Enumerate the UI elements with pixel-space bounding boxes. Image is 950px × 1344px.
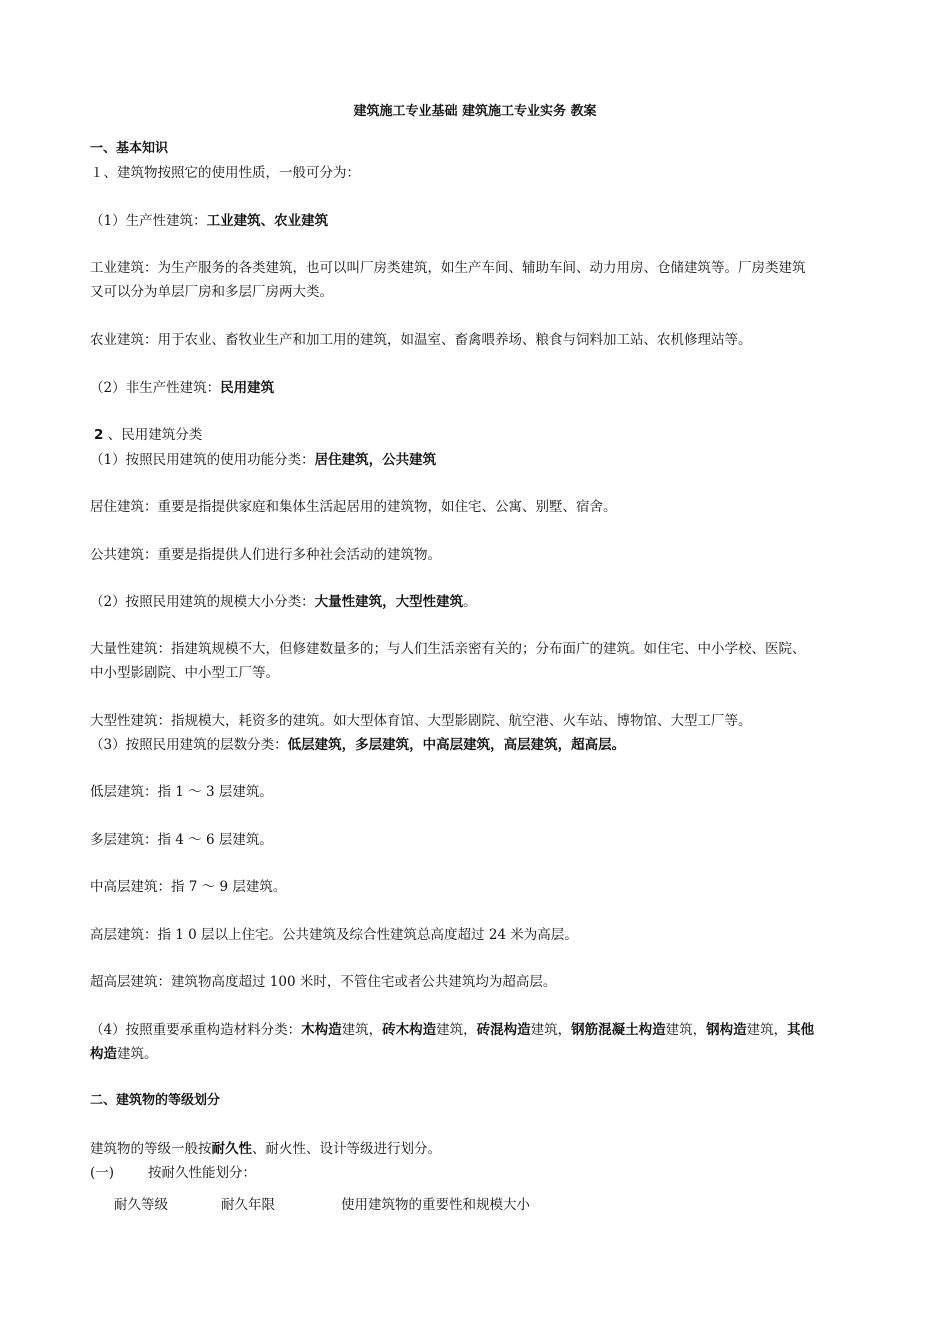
text-run: 按耐久性能划分： xyxy=(148,1165,256,1181)
bold-text: 钢构造 xyxy=(706,1022,747,1038)
bold-text: 低层建筑，多层建筑，中高层建筑，高层建筑，超高层。 xyxy=(287,737,626,753)
text-run: 建筑， xyxy=(530,1022,572,1038)
bold-text: 耐久性 xyxy=(211,1141,252,1157)
table-header-cell: 使用建筑物的重要性和规模大小 xyxy=(341,1197,530,1213)
text-run: 建筑， xyxy=(341,1022,383,1038)
bold-text: 砖混构造 xyxy=(476,1022,531,1038)
section-heading-basic-knowledge: 一、基本知识 xyxy=(90,141,169,156)
paragraph: 大型性建筑：指规模大，耗资多的建筑。如大型体育馆、大型影剧院、航空港、火车站、博物馆、大型工厂等。 xyxy=(90,713,752,729)
text-run: 。 xyxy=(463,594,477,610)
bold-text: 其他 xyxy=(787,1022,815,1038)
text-run: （4）按照重要承重构造材料分类： xyxy=(90,1022,302,1038)
paragraph: 工业建筑：为生产服务的各类建筑，也可以叫厂房类建筑，如生产车间、辅助车间、动力用房、仓储建筑等。厂房类建筑 xyxy=(90,260,806,276)
paragraph: 又可以分为单层厂房和多层厂房两大类。 xyxy=(90,284,333,300)
paragraph: １、建筑物按照它的使用性质，一般可分为： xyxy=(90,165,360,181)
paragraph: 中小型影剧院、中小型工厂等。 xyxy=(90,665,279,681)
paragraph: 居住建筑：重要是指提供家庭和集体生活起居用的建筑物，如住宅、公寓、别墅、宿舍。 xyxy=(90,499,617,515)
paragraph xyxy=(90,1020,814,1040)
paragraph xyxy=(90,378,274,398)
paragraph: 低层建筑：指 1 ～ 3 层建筑。 xyxy=(90,784,273,800)
list-number: (一) xyxy=(90,1165,115,1181)
text-run: 建筑， xyxy=(665,1022,707,1038)
paragraph xyxy=(90,1163,256,1183)
text-run: （2）按照民用建筑的规模大小分类： xyxy=(90,594,315,610)
bold-text: 民用建筑 xyxy=(220,380,275,396)
bold-text: 居住建筑，公共建筑 xyxy=(314,452,437,468)
paragraph: 中高层建筑：指 7 ～ 9 层建筑。 xyxy=(90,879,287,895)
paragraph xyxy=(90,592,477,612)
bold-number: 2 xyxy=(94,427,104,443)
text-run: 、耐火性、设计等级进行划分。 xyxy=(252,1141,441,1157)
paragraph: 超高层建筑：建筑物高度超过 100 米时，不管住宅或者公共建筑均为超高层。 xyxy=(90,974,557,990)
paragraph: 高层建筑：指 1 0 层以上住宅。公共建筑及综合性建筑总高度超过 24 米为高层。 xyxy=(90,927,578,943)
text-run: 建筑。 xyxy=(117,1046,158,1062)
text-run: （1）生产性建筑： xyxy=(90,213,207,229)
paragraph xyxy=(90,425,202,445)
table-header-cell: 耐久等级 xyxy=(114,1197,168,1213)
bold-text: 木构造 xyxy=(301,1022,342,1038)
table-header-cell: 耐久年限 xyxy=(221,1197,275,1213)
paragraph: 大量性建筑：指建筑规模不大，但修建数量多的；与人们生活亲密有关的；分布面广的建筑。如住宅、中小学校、医院、 xyxy=(90,641,806,657)
paragraph: 公共建筑：重要是指提供人们进行多种社会活动的建筑物。 xyxy=(90,547,441,563)
section-heading-building-grades: 二、建筑物的等级划分 xyxy=(90,1093,221,1108)
text-run: 建筑， xyxy=(746,1022,788,1038)
bold-text: 砖木构造 xyxy=(382,1022,437,1038)
paragraph xyxy=(90,735,625,755)
text-run: 建筑， xyxy=(436,1022,477,1038)
document-title: 建筑施工专业基础 建筑施工专业实务 教案 xyxy=(353,104,597,119)
bold-text: 构造 xyxy=(90,1046,117,1062)
paragraph xyxy=(90,450,436,470)
bold-text: 工业建筑、农业建筑 xyxy=(206,213,329,229)
paragraph xyxy=(90,1044,158,1064)
paragraph: 多层建筑：指 4 ～ 6 层建筑。 xyxy=(90,832,273,848)
paragraph xyxy=(90,211,328,231)
text-run: 建筑物的等级一般按 xyxy=(90,1141,212,1157)
bold-text: 大量性建筑，大型性建筑 xyxy=(314,594,464,610)
paragraph xyxy=(90,1139,441,1159)
bold-text: 钢筋混凝土构造 xyxy=(571,1022,666,1038)
text-run: 、民用建筑分类 xyxy=(107,427,203,443)
text-run: （1）按照民用建筑的使用功能分类： xyxy=(90,452,315,468)
text-run: （2）非生产性建筑： xyxy=(90,380,221,396)
paragraph: 农业建筑：用于农业、畜牧业生产和加工用的建筑，如温室、畜禽喂养场、粮食与饲料加工站、农机修理站等。 xyxy=(90,332,752,348)
text-run: （3）按照民用建筑的层数分类： xyxy=(90,737,288,753)
